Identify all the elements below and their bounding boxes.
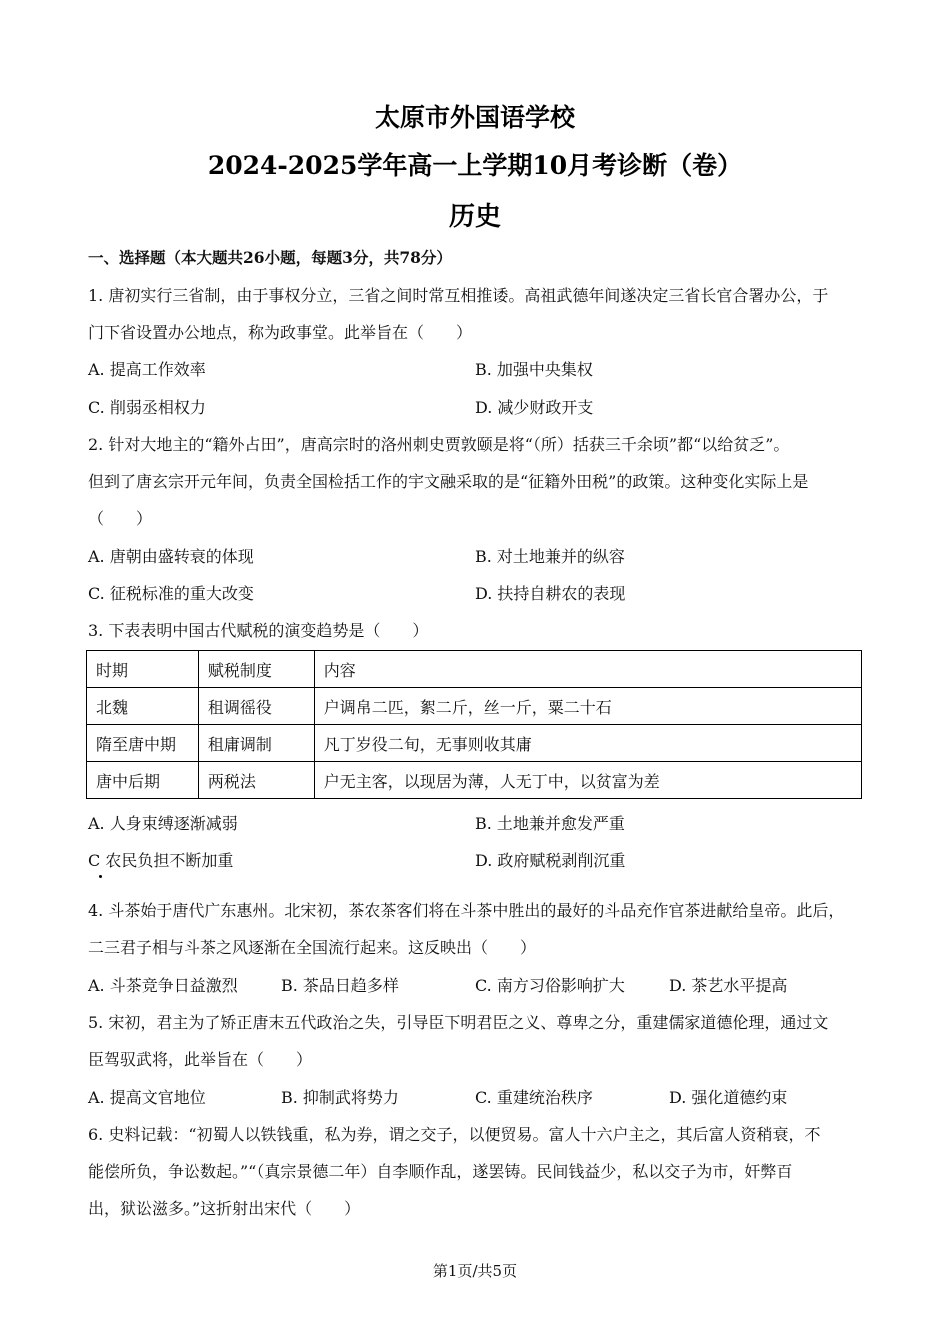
q2-line-1: 2. 针对大地主的“籍外占田”，唐高宗时的洛州刺史贾敦颐是将“（所）括获三千余顷”都“以给贫乏”。 [88,435,790,454]
school-title: 太原市外国语学校 [374,103,575,132]
table-cell: 凡丁岁役二旬，无事则收其庸 [314,725,861,762]
q4-option-d: D. 茶艺水平提高 [669,976,788,995]
table-cell: 户调帛二匹，絮二斤，丝一斤，粟二十石 [314,688,861,725]
q1-option-b: B. 加强中央集权 [475,360,593,379]
q2-option-a: A. 唐朝由盛转衰的体现 [88,547,254,566]
q1-option-d: D. 减少财政开支 [475,398,594,417]
table-cell: 唐中后期 [87,762,199,799]
q5-line-2: 臣驾驭武将，此举旨在（ ） [88,1050,313,1069]
subject-title: 历史 [448,202,501,232]
q2-line-3: （ ） [88,509,153,528]
q2-option-c: C. 征税标准的重大改变 [88,584,254,603]
q4-line-1: 4. 斗茶始于唐代广东惠州。北宋初，茶农茶客们将在斗茶中胜出的最好的斗品充作官茶进献给皇帝。此后， [88,901,845,920]
q1-line-2: 门下省设置办公地点，称为政事堂。此举旨在（ ） [88,323,473,342]
q4-option-c: C. 南方习俗影响扩大 [475,976,625,995]
q1-option-a: A. 提高工作效率 [88,360,206,379]
section-heading: 一、选择题（本大题共26小题，每题3分，共78分） [88,248,452,267]
q5-option-c: C. 重建统治秩序 [475,1088,593,1107]
q4-option-b: B. 茶品日趋多样 [281,976,399,995]
q3-option-a: A. 人身束缚逐渐减弱 [88,814,238,833]
tax-table [86,650,862,799]
stray-dot [99,875,102,878]
table-cell: 北魏 [87,688,199,725]
table-cell: 租庸调制 [198,725,314,762]
q2-option-b: B. 对土地兼并的纵容 [475,547,625,566]
q4-line-2: 二三君子相与斗茶之风逐渐在全国流行起来。这反映出（ ） [88,938,537,957]
page-footer: 第1页/共5页 [432,1262,518,1280]
q3-option-c: C 农民负担不断加重 [88,851,234,870]
table-header-row [87,651,862,688]
table-header-cell: 赋税制度 [198,651,314,688]
table-header-cell: 时期 [87,651,199,688]
q6-line-2: 能偿所负，争讼数起。”“（真宗景德二年）自李顺作乱，遂罢铸。民间钱益少，私以交子为市，奸弊百 [88,1162,793,1181]
q3-line-1: 3. 下表表明中国古代赋税的演变趋势是（ ） [88,621,429,640]
table-header-cell: 内容 [314,651,861,688]
exam-title: 2024-2025学年高一上学期10月考诊断（卷） [207,151,743,180]
q6-line-3: 出，狱讼滋多。”这折射出宋代（ ） [88,1199,361,1218]
q3-option-b: B. 土地兼并愈发严重 [475,814,625,833]
table-row [87,688,862,725]
q6-line-1: 6. 史料记载：“初蜀人以铁钱重，私为券，谓之交子，以便贸易。富人十六户主之，其后富人资稍衰，不 [88,1125,821,1144]
q5-line-1: 5. 宋初，君主为了矫正唐末五代政治之失，引导臣下明君臣之义、尊卑之分，重建儒家道德伦理，通过文 [88,1013,829,1032]
q2-line-2: 但到了唐玄宗开元年间，负责全国检括工作的宇文融采取的是“征籍外田税”的政策。这种变化实际上是 [88,472,809,491]
q1-line-1: 1. 唐初实行三省制，由于事权分立，三省之间时常互相推诿。高祖武德年间遂决定三省长官合署办公，于 [88,286,829,305]
q5-option-a: A. 提高文官地位 [88,1088,206,1107]
q5-option-d: D. 强化道德约束 [669,1088,788,1107]
table-cell: 户无主客，以现居为薄，人无丁中，以贫富为差 [314,762,861,799]
table-cell: 隋至唐中期 [87,725,199,762]
q4-option-a: A. 斗茶竞争日益激烈 [88,976,238,995]
table-row [87,725,862,762]
q5-option-b: B. 抑制武将势力 [281,1088,399,1107]
q2-option-d: D. 扶持自耕农的表现 [475,584,626,603]
q1-option-c: C. 削弱丞相权力 [88,398,206,417]
q3-option-d: D. 政府赋税剥削沉重 [475,851,626,870]
table-row [87,762,862,799]
table-cell: 两税法 [198,762,314,799]
table-cell: 租调徭役 [198,688,314,725]
